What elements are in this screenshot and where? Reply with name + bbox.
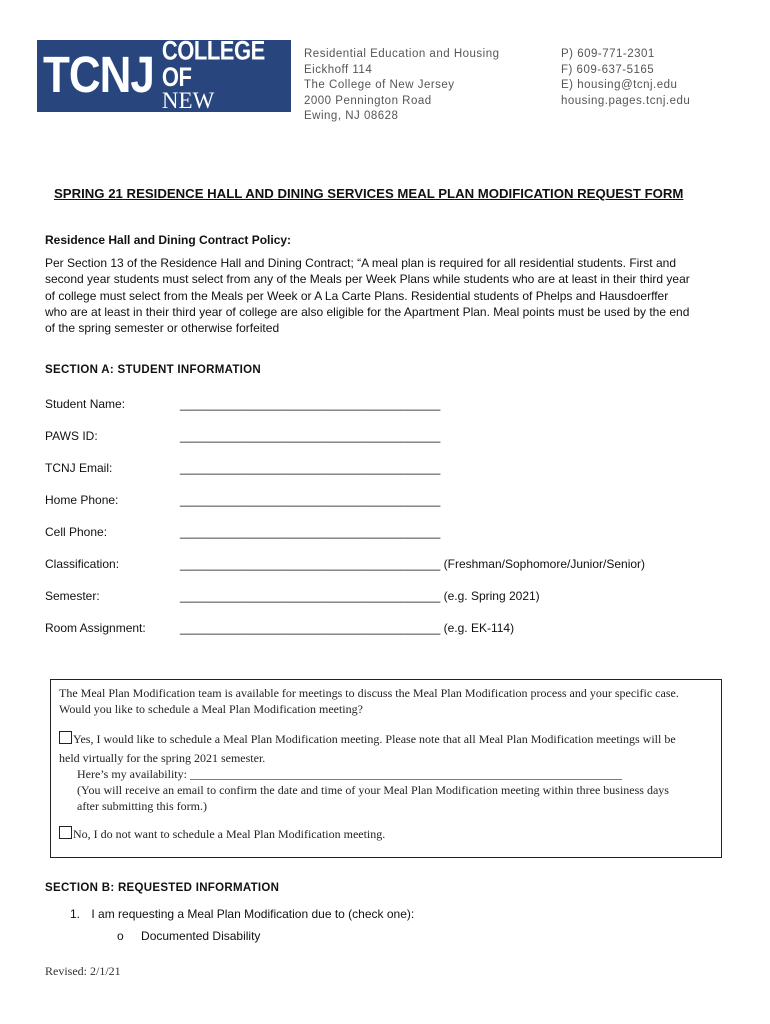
field-label: Student Name: xyxy=(45,397,126,411)
policy-line: who are at least in their third year of college are also eligible for the Apartment Plan. Meal points must be used by the end xyxy=(45,304,690,319)
address-line: Ewing, NJ 08628 xyxy=(304,110,399,123)
confirmation-note: (You will receive an email to confirm the date and time of your Meal Plan Modification meeting within three business days xyxy=(77,783,669,797)
field-label: Room Assignment: xyxy=(45,621,146,635)
email: E) housing@tcnj.edu xyxy=(561,79,678,92)
yes-option-continued: held virtually for the spring 2021 semester. xyxy=(59,751,266,765)
section-b-heading: SECTION B: REQUESTED INFORMATION xyxy=(45,882,280,894)
field-hint: (e.g. EK-114) xyxy=(440,621,515,635)
office-contact xyxy=(561,47,690,109)
meeting-request-box xyxy=(50,679,722,858)
blank-line[interactable]: _______________________________________ xyxy=(180,621,441,635)
address-line: Residential Education and Housing xyxy=(304,48,500,60)
confirmation-note-continued: after submitting this form.) xyxy=(77,799,207,813)
question-1 xyxy=(70,907,414,921)
address-line: The College of New Jersey xyxy=(304,79,455,92)
no-option-label: No, I do not want to schedule a Meal Plan Modification meeting. xyxy=(73,827,386,841)
option-bullet-icon: o xyxy=(117,929,124,943)
logo-abbr: TCNJ xyxy=(43,47,154,104)
address-line: Eickhoff 114 xyxy=(304,63,373,76)
meeting-intro: The Meal Plan Modification team is available for meetings to discuss the Meal Plan Modification process and your specific case. xyxy=(59,686,679,700)
field-label: TCNJ Email: xyxy=(45,461,113,475)
field-label: Classification: xyxy=(45,557,120,571)
policy-line: of college must select from the Meals per Week or A La Carte Plans. Residential students of Phelps and Hausdoerffer xyxy=(45,288,669,303)
field-hint: (e.g. Spring 2021) xyxy=(440,589,540,603)
yes-checkbox[interactable] xyxy=(59,731,72,744)
form-title: SPRING 21 RESIDENCE HALL AND DINING SERVICES MEAL PLAN MODIFICATION REQUEST FORM xyxy=(54,186,684,201)
yes-option-label: Yes, I would like to schedule a Meal Plan Modification meeting. Please note that all Meal Plan Modification meetings will be xyxy=(73,732,676,746)
availability-line[interactable]: Here’s my availability: ________________________________________________________________________ xyxy=(77,767,622,781)
section-a-heading: SECTION A: STUDENT INFORMATION xyxy=(45,364,261,376)
no-checkbox[interactable] xyxy=(59,826,72,839)
field-label: Cell Phone: xyxy=(45,525,108,539)
website: housing.pages.tcnj.edu xyxy=(561,94,691,107)
revision-date: Revised: 2/1/21 xyxy=(45,964,121,978)
logo-line2: NEW JERSEY xyxy=(161,87,244,136)
blank-line[interactable]: _______________________________________ xyxy=(180,493,441,507)
phone: P) 609-771-2301 xyxy=(561,48,655,60)
blank-line[interactable]: _______________________________________ xyxy=(180,525,441,539)
logo-line1: THE COLLEGE OF xyxy=(161,8,265,92)
field-label: Home Phone: xyxy=(45,493,119,507)
meeting-question: Would you like to schedule a Meal Plan Modification meeting? xyxy=(59,702,363,716)
field-hint: (Freshman/Sophomore/Junior/Senior) xyxy=(440,557,646,571)
address-line: 2000 Pennington Road xyxy=(304,94,432,107)
policy-heading: Residence Hall and Dining Contract Policy: xyxy=(45,233,292,247)
blank-line[interactable]: _______________________________________ xyxy=(180,589,441,603)
option-label: Documented Disability xyxy=(141,929,261,943)
policy-line: Per Section 13 of the Residence Hall and Dining Contract; “A meal plan is required for all residential students. First and xyxy=(45,256,676,270)
policy-text xyxy=(45,255,725,336)
policy-line: second year students must select from any of the Meals per Week Plans while students who are at least in their third year xyxy=(45,272,690,287)
blank-line[interactable]: _______________________________________ xyxy=(180,557,441,571)
fax: F) 609-637-5165 xyxy=(561,63,655,76)
blank-line[interactable]: _______________________________________ xyxy=(180,461,441,475)
tcnj-logo xyxy=(37,8,291,136)
field-label: Semester: xyxy=(45,589,100,603)
policy-line: of the spring semester or otherwise forfeited xyxy=(45,321,280,336)
question-number: 1. xyxy=(70,907,81,921)
blank-line[interactable]: _______________________________________ xyxy=(180,429,441,443)
field-label: PAWS ID: xyxy=(45,429,98,443)
option-documented-disability[interactable] xyxy=(117,929,260,943)
blank-line[interactable]: _______________________________________ xyxy=(180,397,441,411)
question-text: I am requesting a Meal Plan Modification due to (check one): xyxy=(91,907,415,921)
office-address xyxy=(304,47,500,125)
